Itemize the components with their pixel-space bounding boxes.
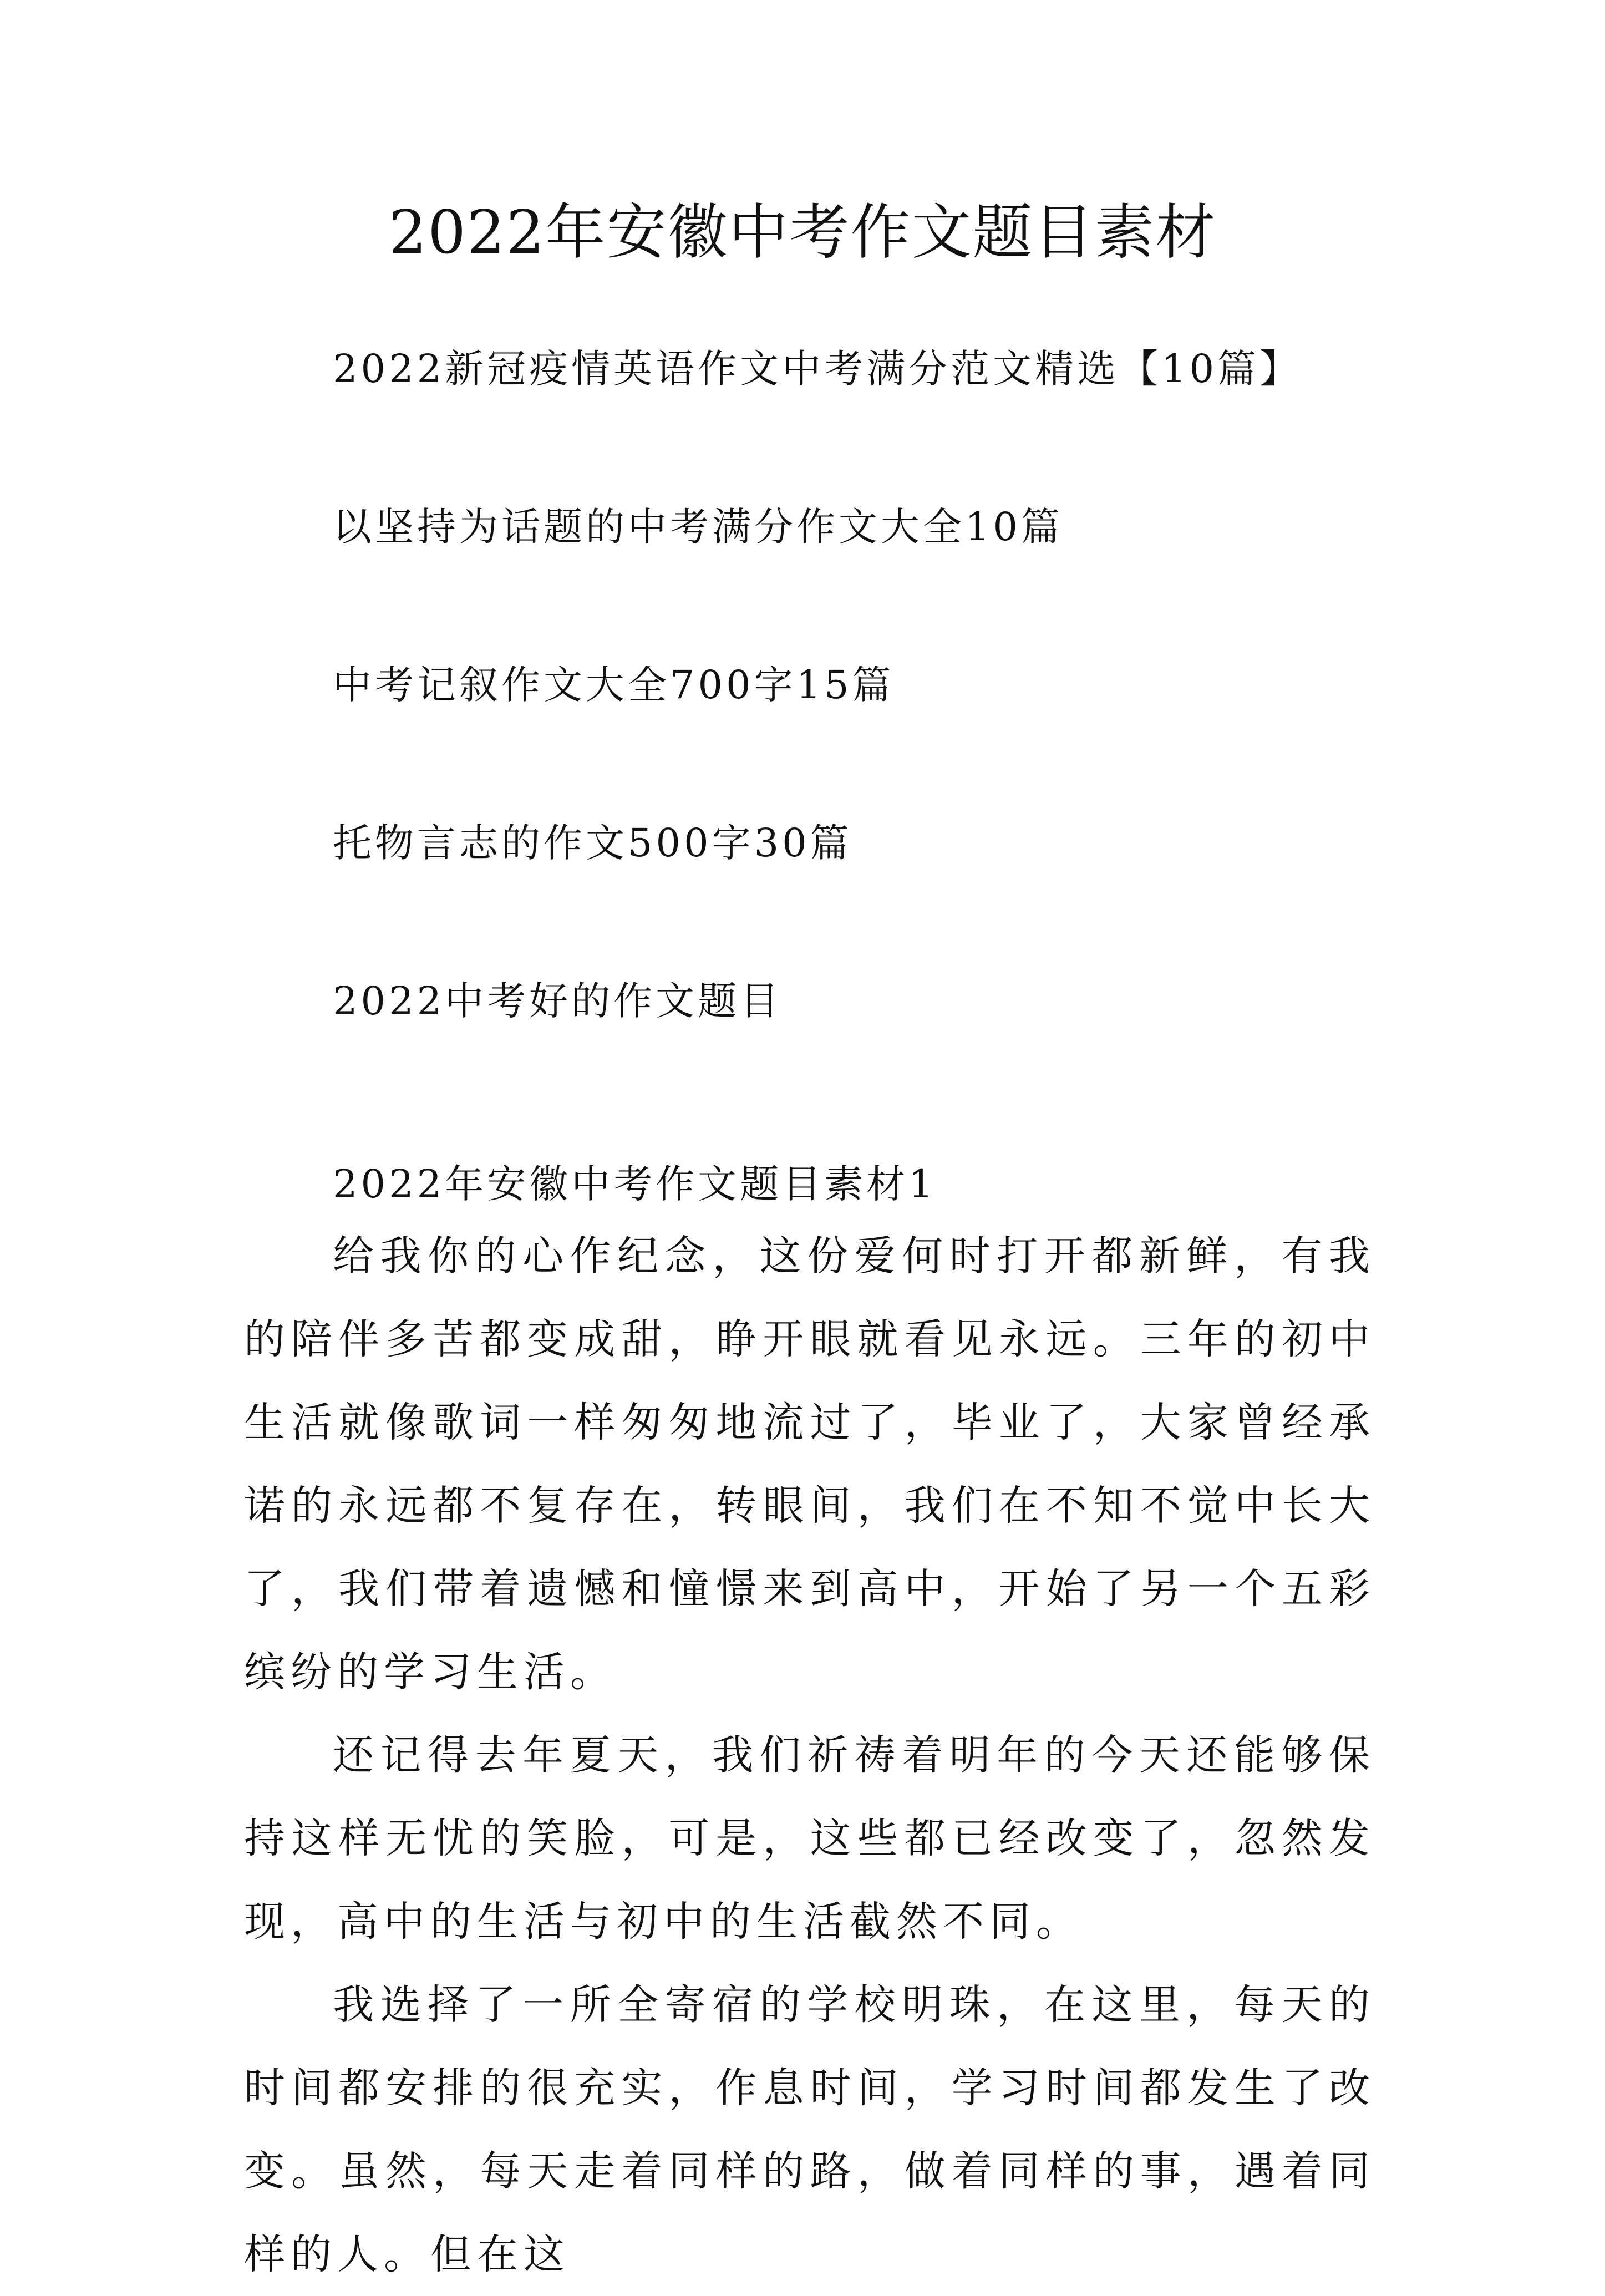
related-link-3[interactable]: 中考记叙作文大全700字15篇 [333,662,895,708]
body-paragraph-2: 还记得去年夏天，我们祈祷着明年的今天还能够保持这样无忧的笑脸，可是，这些都已经改变了，忽然发现，高中的生活与初中的生活截然不同。 [244,1731,1375,1945]
section-heading: 2022年安徽中考作文题目素材1 [333,1161,937,1207]
body-paragraph-1: 给我你的心作纪念，这份爱何时打开都新鲜，有我的陪伴多苦都变成甜，睁开眼就看见永远。三年的初中生活就像歌词一样匆匆地流过了，毕业了，大家曾经承诺的永远都不复存在，转眼间，我们在不知不觉中长大了，我们带着遗憾和憧憬来到高中，开始了另一个五彩缤纷的学习生活。 [244,1232,1375,1696]
related-link-1[interactable]: 2022新冠疫情英语作文中考满分范文精选【10篇】 [333,346,1302,392]
related-link-5[interactable]: 2022中考好的作文题目 [333,978,783,1024]
related-link-2[interactable]: 以坚持为话题的中考满分作文大全10篇 [333,504,1064,550]
body-paragraph-3: 我选择了一所全寄宿的学校明珠，在这里，每天的时间都安排的很充实，作息时间，学习时间都发生了改变。虽然，每天走着同样的路，做着同样的事，遇着同样的人。但在这 [244,1981,1375,2278]
body-text [244,1215,1375,2296]
document-title: 2022年安徽中考作文题目素材 [388,198,1217,267]
related-link-4[interactable]: 托物言志的作文500字30篇 [333,820,852,866]
related-links-list [333,344,1302,1134]
